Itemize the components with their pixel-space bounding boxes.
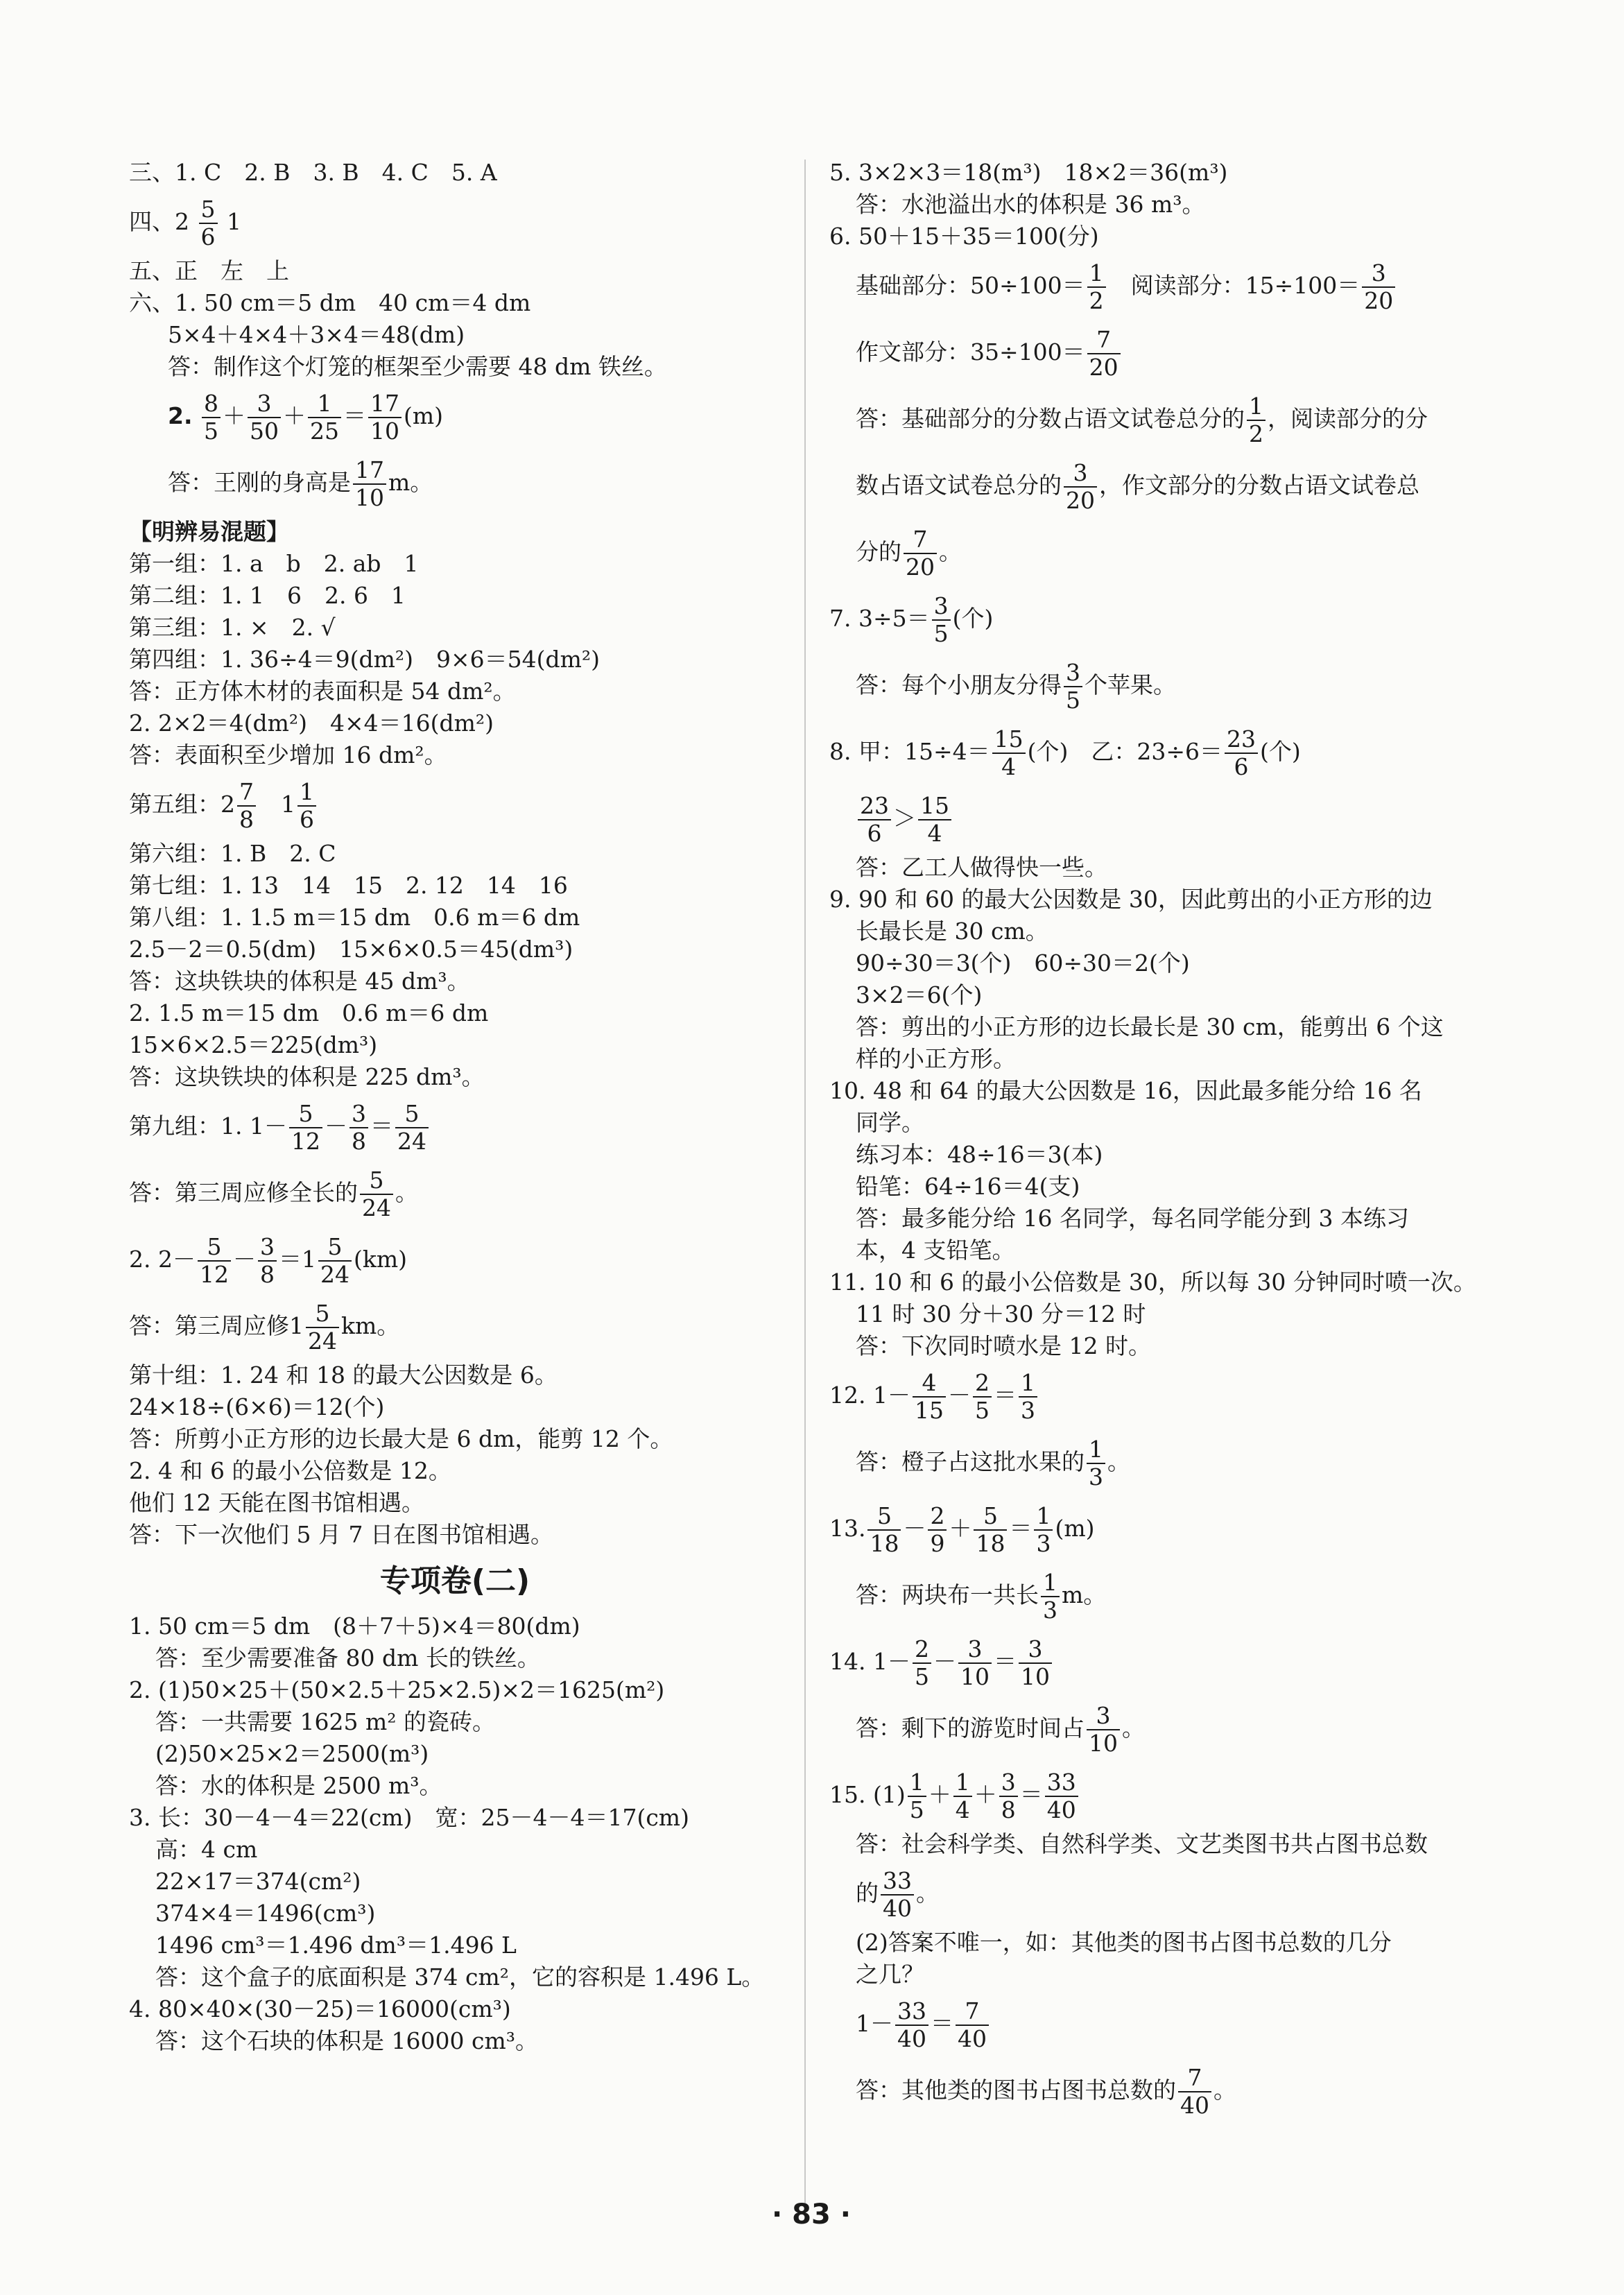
answer-line: 10. 48 和 64 的最大公因数是 16，因此最多能分给 16 名 xyxy=(829,1077,1422,1104)
answer-line: (2)50×25×2＝2500(m³) xyxy=(155,1740,429,1767)
answer-line: 答：社会科学类、自然科学类、文艺类图书共占图书总数 xyxy=(856,1830,1428,1857)
answer-line: (2)答案不唯一，如：其他类的图书占图书总数的几分 xyxy=(856,1929,1392,1956)
answer-line: 长最长是 30 cm。 xyxy=(856,918,1048,945)
answer-line: 11. 10 和 6 的最小公倍数是 30，所以每 30 分钟同时喷一次。 xyxy=(829,1269,1476,1296)
answer-line: 答：表面积至少增加 16 dm²。 xyxy=(129,741,447,768)
fraction: $\frac{5}{6}$ xyxy=(199,196,218,250)
answer-line: 答：王刚的身高是 $\frac{17}{10}$ m。 xyxy=(168,456,433,511)
answer-line: 答：所剪小正方形的边长最大是 6 dm，能剪 12 个。 xyxy=(129,1425,673,1452)
answer-line: 本，4 支铅笔。 xyxy=(856,1237,1015,1264)
fraction-equation: 基础部分：50÷100＝ $\frac{1}{2}$ 阅读部分：15÷100＝ $\frac{3}{20}$ xyxy=(829,252,1502,319)
section-title: 专项卷(二) xyxy=(379,1563,530,1599)
answer-section-wu: 五、正 左 上 xyxy=(129,257,289,284)
fraction-equation: 第九组：1. 1－ $\frac{5}{12}$ － $\frac{3}{8}$ ＝ $\frac{5}{24}$ xyxy=(129,1093,781,1160)
answer-line: 练习本：48÷16＝3(本) xyxy=(856,1141,1103,1168)
answer-line: 答：其他类的图书占图书总数的 $\frac{7}{40}$ 。 xyxy=(856,2064,1236,2119)
answer-line: 第二组：1. 1 6 2. 6 1 xyxy=(129,582,406,609)
answer-line: 答：基础部分的分数占语文试卷总分的 $\frac{1}{2}$ ，阅读部分的分 xyxy=(856,393,1428,447)
answer-line: 答：制作这个灯笼的框架至少需要 48 dm 铁丝。 xyxy=(168,353,667,380)
answer-line: 11 时 30 分＋30 分＝12 时 xyxy=(856,1300,1146,1327)
answer-line: 3×2＝6(个) xyxy=(856,981,983,1008)
answer-line: 第三组：1. × 2. √ xyxy=(129,614,336,641)
answer-line: 答：乙工人做得快一些。 xyxy=(856,854,1107,881)
answer-line: 之几？ xyxy=(856,1961,924,1988)
answer-line: 2. 1.5 m＝15 dm 0.6 m＝6 dm xyxy=(129,999,489,1026)
answer-line: 5×4＋4×4＋3×4＝48(dm) xyxy=(168,321,465,348)
fraction-equation: 2. 2－ $\frac{5}{12}$ － $\frac{3}{8}$ ＝1 $\frac{5}{24}$ (km) xyxy=(129,1233,408,1288)
answer-line: 答：最多能分给 16 名同学，每名同学能分到 3 本练习 xyxy=(856,1205,1409,1232)
fraction-equation: 15. (1) $\frac{1}{5}$ ＋ $\frac{1}{4}$ ＋ $\frac{3}{8}$ ＝ $\frac{33}{40}$ xyxy=(829,1762,1502,1828)
answer-section-si: 四、2 $\frac{5}{6}$ 1 xyxy=(129,196,241,250)
section-heading-mingbian: 【明辨易混题】 xyxy=(129,518,289,545)
answer-line: 4. 80×40×(30－25)＝16000(cm³) xyxy=(129,1995,511,2022)
left-column xyxy=(129,157,781,2057)
answer-line: 答：每个小朋友分得 $\frac{3}{5}$ 个苹果。 xyxy=(856,659,1176,714)
fraction-equation: 作文部分：35÷100＝ $\frac{7}{20}$ xyxy=(829,319,1502,386)
answer-line: 答：两块布一共长 $\frac{1}{3}$ m。 xyxy=(856,1569,1107,1624)
answer-line: 答：这块铁块的体积是 225 dm³。 xyxy=(129,1063,485,1090)
answer-line: 答：至少需要准备 80 dm 长的铁丝。 xyxy=(155,1644,540,1671)
answer-line: 答：下次同时喷水是 12 时。 xyxy=(856,1332,1151,1359)
answer-line: 第十组：1. 24 和 18 的最大公因数是 6。 xyxy=(129,1361,558,1389)
answer-line: 3. 长：30－4－4＝22(cm) 宽：25－4－4＝17(cm) xyxy=(129,1804,689,1831)
answer-line: 答：水的体积是 2500 m³。 xyxy=(155,1772,442,1799)
answer-section-liu: 六、1. 50 cm＝5 dm 40 cm＝4 dm xyxy=(129,289,531,316)
fraction-equation: 12. 1－ $\frac{4}{15}$ － $\frac{2}{5}$ ＝ $\frac{1}{3}$ xyxy=(829,1362,1502,1429)
answer-line: 答：剪出的小正方形的边长最长是 30 cm，能剪出 6 个这 xyxy=(856,1013,1444,1040)
answer-line: 铅笔：64÷16＝4(支) xyxy=(856,1173,1080,1200)
answer-line: 高：4 cm xyxy=(155,1836,258,1863)
answer-line: 第八组：1. 1.5 m＝15 dm 0.6 m＝6 dm xyxy=(129,904,580,931)
fraction-equation: 8. 甲：15÷4＝ $\frac{15}{4}$ (个) 乙：23÷6＝ $\frac{23}{6}$ (个) xyxy=(829,725,1301,780)
answer-line: 答：一共需要 1625 m² 的瓷砖。 xyxy=(155,1708,495,1735)
answer-line: 第一组：1. a b 2. ab 1 xyxy=(129,550,419,577)
answer-line: 第七组：1. 13 14 15 2. 12 14 16 xyxy=(129,872,568,899)
answer-line: 22×17＝374(cm²) xyxy=(155,1868,361,1895)
answer-line: 374×4＝1496(cm³) xyxy=(155,1900,376,1927)
answer-line: 答：这个石块的体积是 16000 cm³。 xyxy=(155,2027,538,2054)
answer-line: 15×6×2.5＝225(dm³) xyxy=(129,1031,378,1058)
answer-line: 答：水池溢出水的体积是 36 m³。 xyxy=(856,191,1205,218)
answer-line: 样的小正方形。 xyxy=(856,1045,1016,1072)
answer-line: 答：这块铁块的体积是 45 dm³。 xyxy=(129,968,470,995)
answer-line: 答：剩下的游览时间占 $\frac{3}{10}$ 。 xyxy=(856,1702,1145,1757)
answer-line: 6. 50＋15＋35＝100(分) xyxy=(829,223,1099,250)
answer-line: 的 $\frac{33}{40}$ 。 xyxy=(856,1867,939,1922)
answer-line: 2.5－2＝0.5(dm) 15×6×0.5＝45(dm³) xyxy=(129,936,573,963)
answer-line: 答：这个盒子的底面积是 374 cm²，它的容积是 1.496 L。 xyxy=(155,1963,765,1991)
answer-line: 分的 $\frac{7}{20}$ 。 xyxy=(856,526,962,581)
answer-line: 答：橙子占这批水果的 $\frac{1}{3}$ 。 xyxy=(856,1436,1130,1490)
fraction-comparison: $\frac{23}{6}$ ＞ $\frac{15}{4}$ xyxy=(829,785,1502,852)
answer-line: 5. 3×2×3＝18(m³) 18×2＝36(m³) xyxy=(829,159,1228,186)
column-divider xyxy=(804,160,806,2206)
answer-line: 答：正方体木材的表面积是 54 dm²。 xyxy=(129,678,516,705)
answer-line: 答：下一次他们 5 月 7 日在图书馆相遇。 xyxy=(129,1521,553,1548)
answer-line: 2. 4 和 6 的最小公倍数是 12。 xyxy=(129,1457,451,1484)
answer-line: 答：第三周应修全长的 $\frac{5}{24}$ 。 xyxy=(129,1167,418,1221)
answer-line: 1496 cm³＝1.496 dm³＝1.496 L xyxy=(155,1932,517,1959)
answer-line: 答：第三周应修1 $\frac{5}{24}$ km。 xyxy=(129,1300,400,1355)
fraction-equation: 13. $\frac{5}{18}$ － $\frac{2}{9}$ ＋ $\frac{5}{18}$ ＝ $\frac{1}{3}$ (m) xyxy=(829,1502,1095,1557)
right-column xyxy=(829,157,1502,2124)
answer-line: 第六组：1. B 2. C xyxy=(129,840,336,867)
fraction-equation: 14. 1－ $\frac{2}{5}$ － $\frac{3}{10}$ ＝ $\frac{3}{10}$ xyxy=(829,1628,1502,1695)
answer-line: 90÷30＝3(个) 60÷30＝2(个) xyxy=(856,949,1190,977)
answer-line: 2. (1)50×25＋(50×2.5＋25×2.5)×2＝1625(m²) xyxy=(129,1676,665,1703)
answer-line: 数占语文试卷总分的 $\frac{3}{20}$ ，作文部分的分数占语文试卷总 xyxy=(856,459,1419,514)
answer-line: 24×18÷(6×6)＝12(个) xyxy=(129,1393,385,1420)
answer-line: 1. 50 cm＝5 dm (8＋7＋5)×4＝80(dm) xyxy=(129,1613,580,1640)
answer-line: 2. 2×2＝4(dm²) 4×4＝16(dm²) xyxy=(129,710,494,737)
fraction-answer: 第五组：2 $\frac{7}{8}$ 1 $\frac{1}{6}$ xyxy=(129,771,781,838)
answer-line: 第四组：1. 36÷4＝9(dm²) 9×6＝54(dm²) xyxy=(129,646,601,673)
answer-line: 同学。 xyxy=(856,1109,924,1136)
fraction-equation: 1－ $\frac{33}{40}$ ＝ $\frac{7}{40}$ xyxy=(829,1991,1502,2057)
page-number: · 83 · xyxy=(772,2199,851,2230)
answer-line: 他们 12 天能在图书馆相遇。 xyxy=(129,1489,424,1516)
answer-section-san: 三、1. C 2. B 3. B 4. C 5. A xyxy=(129,159,497,186)
fraction-equation: 2. $\frac{8}{5}$ ＋ $\frac{3}{50}$ ＋ $\frac{1}{25}$ ＝ $\frac{17}{10}$ (m) xyxy=(168,390,444,445)
answer-line: 9. 90 和 60 的最大公因数是 30，因此剪出的小正方形的边 xyxy=(829,886,1433,913)
fraction-equation: 7. 3÷5＝ $\frac{3}{5}$ (个) xyxy=(829,592,994,647)
